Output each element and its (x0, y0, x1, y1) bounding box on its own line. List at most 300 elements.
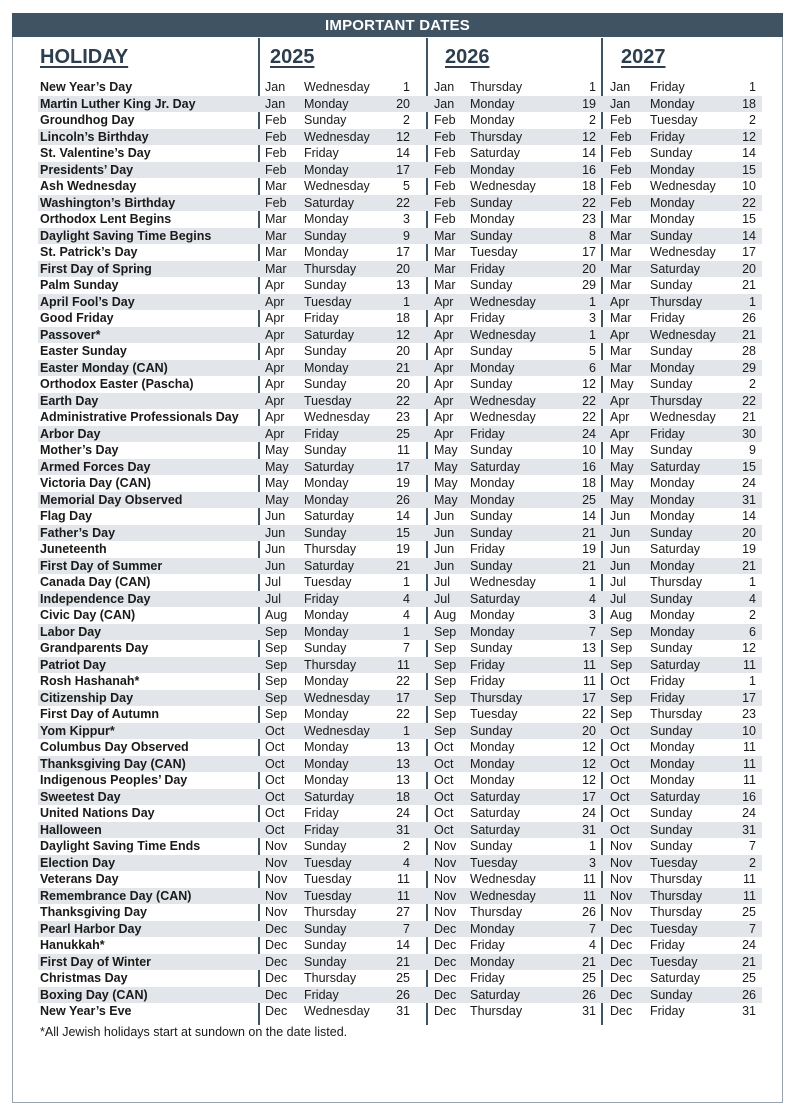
day-2025: 11 (397, 888, 410, 903)
weekday-2025: Thursday (304, 657, 357, 672)
month-2027: Jun (610, 509, 631, 523)
day-2027: 15 (742, 459, 756, 474)
month-2027: Oct (610, 674, 630, 688)
day-2026: 12 (582, 740, 596, 754)
day-2026: 21 (582, 954, 596, 969)
weekday-2027: Sunday (650, 278, 693, 292)
month-2025: Sep (265, 674, 288, 688)
holiday-name: First Day of Winter (40, 954, 152, 969)
month-2025: Nov (265, 872, 288, 886)
month-2026: Feb (434, 212, 456, 226)
weekday-2026: Friday (470, 426, 505, 441)
table-row (38, 822, 762, 839)
day-2027: 17 (742, 245, 756, 259)
day-2027: 9 (749, 443, 756, 457)
holiday-name: New Year’s Eve (40, 1004, 132, 1018)
holiday-name: Flag Day (40, 509, 93, 523)
day-2026: 8 (589, 228, 596, 243)
holiday-name: Thanksgiving Day (40, 905, 147, 919)
weekday-2025: Sunday (304, 938, 347, 952)
holiday-name: Patriot Day (40, 657, 106, 672)
holiday-name: Yom Kippur* (40, 723, 115, 738)
day-2025: 23 (396, 410, 410, 424)
table-row (38, 574, 762, 591)
day-2026: 20 (582, 723, 596, 738)
month-2026: May (434, 476, 458, 490)
month-2026: Sep (434, 723, 457, 738)
weekday-2025: Sunday (304, 641, 347, 655)
table-row (38, 228, 762, 245)
month-2027: May (610, 443, 634, 457)
year-2027-header: 2027 (621, 46, 666, 68)
holiday-name: Martin Luther King Jr. Day (40, 96, 196, 111)
month-2025: Apr (265, 377, 285, 391)
day-2025: 26 (396, 987, 410, 1002)
weekday-2027: Monday (650, 509, 695, 523)
day-2025: 12 (396, 129, 410, 144)
weekday-2027: Monday (650, 195, 695, 210)
month-2025: Jun (265, 558, 286, 573)
weekday-2025: Wednesday (304, 129, 370, 144)
day-2026: 19 (582, 542, 596, 556)
day-2027: 10 (742, 179, 756, 193)
table-row (38, 277, 762, 294)
month-2025: Apr (265, 393, 285, 408)
table-row (38, 310, 762, 327)
month-2027: Mar (610, 344, 632, 358)
weekday-2026: Friday (470, 657, 505, 672)
month-2027: Oct (610, 789, 630, 804)
day-2027: 2 (749, 377, 756, 391)
day-2025: 1 (403, 294, 410, 309)
day-2026: 14 (582, 509, 596, 523)
weekday-2026: Monday (470, 162, 515, 177)
month-2026: Apr (434, 327, 454, 342)
month-2027: Aug (610, 608, 633, 622)
weekday-2027: Thursday (650, 888, 703, 903)
day-2026: 2 (589, 113, 596, 127)
holiday-name: Good Friday (40, 311, 114, 325)
table-row (38, 459, 762, 476)
holiday-name: Easter Monday (CAN) (40, 360, 168, 375)
weekday-2027: Sunday (650, 641, 693, 655)
month-2025: Aug (265, 608, 288, 622)
table-row (38, 145, 762, 162)
weekday-2025: Monday (304, 608, 349, 622)
month-2026: Apr (434, 344, 454, 358)
month-2025: Mar (265, 228, 287, 243)
month-2027: Apr (610, 393, 630, 408)
day-2027: 20 (742, 525, 756, 540)
month-2027: Jun (610, 525, 631, 540)
day-2027: 11 (743, 773, 756, 787)
weekday-2027: Monday (650, 492, 695, 507)
weekday-2025: Saturday (304, 195, 355, 210)
day-2027: 11 (743, 756, 756, 771)
weekday-2026: Monday (470, 624, 515, 639)
month-2026: Dec (434, 1004, 457, 1018)
table-row (38, 673, 762, 690)
weekday-2026: Sunday (470, 377, 513, 391)
weekday-2025: Wednesday (304, 179, 370, 193)
day-2025: 25 (396, 971, 410, 985)
day-2025: 11 (397, 872, 410, 886)
holiday-name: New Year’s Day (40, 80, 133, 94)
day-2026: 1 (589, 80, 596, 94)
day-2025: 21 (396, 360, 410, 375)
weekday-2025: Wednesday (304, 410, 370, 424)
day-2025: 20 (396, 377, 410, 391)
month-2027: May (610, 377, 634, 391)
weekday-2027: Saturday (650, 261, 701, 276)
holiday-name: Presidents’ Day (40, 162, 134, 177)
holiday-name: Armed Forces Day (40, 459, 151, 474)
table-row (38, 475, 762, 492)
weekday-2026: Friday (470, 674, 505, 688)
month-2027: Oct (610, 773, 630, 787)
day-2027: 11 (743, 740, 756, 754)
month-2026: Mar (434, 261, 456, 276)
holiday-name: Memorial Day Observed (40, 492, 183, 507)
day-2026: 1 (589, 839, 596, 853)
month-2025: Dec (265, 1004, 288, 1018)
month-2025: Apr (265, 294, 285, 309)
weekday-2025: Monday (304, 740, 349, 754)
day-2026: 21 (582, 558, 596, 573)
holiday-name: Daylight Saving Time Ends (40, 839, 201, 853)
month-2027: Jan (610, 96, 631, 111)
table-row (38, 442, 762, 459)
day-2026: 7 (589, 921, 596, 936)
day-2025: 26 (396, 492, 410, 507)
day-2026: 24 (582, 426, 596, 441)
day-2027: 11 (743, 657, 756, 672)
weekday-2027: Sunday (650, 723, 693, 738)
day-2026: 25 (582, 492, 596, 507)
month-2025: Oct (265, 723, 285, 738)
weekday-2027: Wednesday (650, 327, 716, 342)
month-2027: Sep (610, 690, 633, 705)
weekday-2025: Friday (304, 311, 339, 325)
day-2025: 14 (396, 509, 410, 523)
month-2026: Aug (434, 608, 457, 622)
month-2025: Feb (265, 129, 287, 144)
day-2027: 14 (742, 228, 756, 243)
month-2025: Apr (265, 360, 285, 375)
day-2026: 22 (582, 410, 596, 424)
month-2027: Oct (610, 740, 630, 754)
month-2027: Nov (610, 905, 633, 919)
day-2025: 12 (396, 327, 410, 342)
day-2025: 2 (403, 839, 410, 853)
day-2026: 4 (589, 938, 596, 952)
weekday-2027: Sunday (650, 591, 693, 606)
month-2026: Mar (434, 245, 456, 259)
holiday-name: Grandparents Day (40, 641, 149, 655)
month-2025: Dec (265, 954, 288, 969)
table-row (38, 855, 762, 872)
table-row (38, 657, 762, 674)
table-row (38, 112, 762, 129)
month-2027: Jan (610, 80, 631, 94)
weekday-2026: Thursday (470, 905, 523, 919)
month-2026: Sep (434, 690, 457, 705)
weekday-2025: Saturday (304, 327, 355, 342)
month-2025: Dec (265, 921, 288, 936)
month-2027: Mar (610, 360, 632, 375)
month-2027: Oct (610, 723, 630, 738)
table-row (38, 987, 762, 1004)
weekday-2025: Sunday (304, 113, 347, 127)
month-2026: May (434, 443, 458, 457)
weekday-2026: Tuesday (470, 707, 518, 721)
weekday-2025: Tuesday (304, 872, 352, 886)
holiday-name: Mother’s Day (40, 443, 119, 457)
day-2025: 17 (396, 245, 410, 259)
day-2025: 20 (396, 261, 410, 276)
weekday-2026: Monday (470, 360, 515, 375)
month-2025: Jul (265, 591, 281, 606)
weekday-2025: Monday (304, 212, 349, 226)
weekday-2027: Monday (650, 608, 695, 622)
weekday-2025: Friday (304, 426, 339, 441)
month-2027: Oct (610, 756, 630, 771)
table-row (38, 376, 762, 393)
weekday-2025: Wednesday (304, 690, 370, 705)
month-2026: Jul (434, 591, 450, 606)
weekday-2027: Monday (650, 96, 695, 111)
day-2027: 23 (742, 707, 756, 721)
month-2026: Feb (434, 179, 456, 193)
month-2027: Mar (610, 228, 632, 243)
month-2025: Dec (265, 971, 288, 985)
weekday-2025: Sunday (304, 344, 347, 358)
month-2026: Jan (434, 96, 455, 111)
table-row (38, 360, 762, 377)
day-2026: 11 (583, 888, 596, 903)
weekday-2025: Sunday (304, 278, 347, 292)
table-row (38, 954, 762, 971)
table-row (38, 261, 762, 278)
weekday-2026: Wednesday (470, 327, 536, 342)
day-2026: 13 (582, 641, 596, 655)
day-2025: 19 (396, 542, 410, 556)
month-2027: Apr (610, 410, 630, 424)
footnote: *All Jewish holidays start at sundown on the date listed. (40, 1025, 348, 1039)
month-2026: Sep (434, 641, 457, 655)
holiday-name: St. Valentine’s Day (40, 146, 151, 160)
day-2026: 25 (582, 971, 596, 985)
weekday-2027: Thursday (650, 872, 703, 886)
month-2026: Oct (434, 773, 454, 787)
weekday-2026: Saturday (470, 146, 521, 160)
table-row (38, 492, 762, 509)
month-2026: Nov (434, 888, 457, 903)
weekday-2027: Wednesday (650, 410, 716, 424)
day-2025: 20 (396, 344, 410, 358)
weekday-2025: Monday (304, 96, 349, 111)
weekday-2025: Tuesday (304, 294, 352, 309)
weekday-2027: Sunday (650, 525, 693, 540)
holiday-name: Labor Day (40, 624, 102, 639)
weekday-2026: Friday (470, 938, 505, 952)
month-2027: Feb (610, 146, 632, 160)
month-2027: Sep (610, 657, 633, 672)
day-2025: 21 (396, 558, 410, 573)
weekday-2025: Wednesday (304, 80, 370, 94)
weekday-2025: Monday (304, 360, 349, 375)
month-2025: Feb (265, 113, 287, 127)
month-2025: Jun (265, 542, 286, 556)
weekday-2027: Monday (650, 162, 695, 177)
day-2026: 18 (582, 476, 596, 490)
day-2027: 26 (742, 311, 756, 325)
day-2027: 28 (742, 344, 756, 358)
month-2026: Apr (434, 311, 454, 325)
table-row (38, 723, 762, 740)
month-2026: Jan (434, 80, 455, 94)
day-2027: 1 (749, 674, 756, 688)
weekday-2026: Thursday (470, 690, 523, 705)
weekday-2026: Thursday (470, 1004, 523, 1018)
day-2027: 1 (749, 575, 756, 589)
table-row (38, 591, 762, 608)
day-2027: 31 (742, 1004, 756, 1018)
weekday-2027: Friday (650, 311, 685, 325)
day-2027: 1 (749, 294, 756, 309)
day-2025: 13 (396, 740, 410, 754)
weekday-2025: Thursday (304, 971, 357, 985)
holiday-name: Veterans Day (40, 872, 119, 886)
day-2025: 24 (396, 806, 410, 820)
month-2027: Nov (610, 872, 633, 886)
month-2025: Apr (265, 278, 285, 292)
table-row (38, 921, 762, 938)
month-2026: Feb (434, 162, 456, 177)
day-2026: 24 (582, 806, 596, 820)
day-2025: 22 (396, 674, 410, 688)
day-2026: 29 (582, 278, 596, 292)
month-2026: Oct (434, 822, 454, 837)
weekday-2026: Sunday (470, 195, 513, 210)
month-2025: Nov (265, 839, 288, 853)
month-2027: Apr (610, 294, 630, 309)
month-2026: Mar (434, 228, 456, 243)
day-2025: 3 (403, 212, 410, 226)
weekday-2027: Saturday (650, 542, 701, 556)
month-2027: Oct (610, 822, 630, 837)
day-2027: 25 (742, 971, 756, 985)
day-2025: 18 (396, 789, 410, 804)
month-2025: May (265, 492, 289, 507)
weekday-2027: Monday (650, 558, 695, 573)
day-2026: 22 (582, 393, 596, 408)
day-2027: 10 (742, 723, 756, 738)
day-2027: 2 (749, 855, 756, 870)
month-2026: Jun (434, 558, 455, 573)
holiday-name: Victoria Day (CAN) (40, 476, 151, 490)
month-2026: Oct (434, 740, 454, 754)
day-2026: 22 (582, 195, 596, 210)
day-2027: 31 (742, 492, 756, 507)
month-2026: May (434, 492, 458, 507)
month-2027: Sep (610, 641, 633, 655)
holiday-name: Remembrance Day (CAN) (40, 888, 192, 903)
holiday-name: Juneteenth (40, 542, 107, 556)
month-2026: Nov (434, 855, 457, 870)
day-2025: 21 (396, 954, 410, 969)
month-2027: Jul (610, 575, 626, 589)
weekday-2026: Tuesday (470, 855, 518, 870)
table-row (38, 871, 762, 888)
day-2026: 21 (582, 525, 596, 540)
weekday-2026: Monday (470, 740, 515, 754)
month-2025: Mar (265, 212, 287, 226)
month-2027: May (610, 459, 634, 474)
day-2025: 27 (396, 905, 410, 919)
weekday-2027: Monday (650, 756, 695, 771)
table-row (38, 96, 762, 113)
table-row (38, 937, 762, 954)
weekday-2026: Saturday (470, 591, 521, 606)
holiday-name: Christmas Day (40, 971, 128, 985)
day-2026: 11 (583, 657, 596, 672)
holiday-name: Indigenous Peoples’ Day (40, 773, 188, 787)
weekday-2025: Friday (304, 987, 339, 1002)
weekday-2027: Tuesday (650, 954, 698, 969)
month-2025: Oct (265, 740, 285, 754)
weekday-2027: Wednesday (650, 245, 716, 259)
day-2027: 21 (742, 327, 756, 342)
day-2025: 14 (396, 146, 410, 160)
month-2025: Sep (265, 641, 288, 655)
day-2025: 1 (403, 80, 410, 94)
month-2025: Feb (265, 195, 287, 210)
day-2026: 26 (582, 987, 596, 1002)
weekday-2027: Thursday (650, 707, 703, 721)
month-2025: Jan (265, 96, 286, 111)
table-row (38, 294, 762, 311)
day-2027: 18 (742, 96, 756, 111)
day-2025: 4 (403, 591, 410, 606)
table-row (38, 739, 762, 756)
holiday-name: First Day of Summer (40, 558, 163, 573)
weekday-2025: Friday (304, 591, 339, 606)
weekday-2027: Sunday (650, 987, 693, 1002)
month-2025: Nov (265, 855, 288, 870)
month-2025: Feb (265, 146, 287, 160)
day-2026: 3 (589, 855, 596, 870)
month-2027: Feb (610, 113, 632, 127)
month-2025: Jun (265, 509, 286, 523)
weekday-2026: Wednesday (470, 294, 536, 309)
holiday-column-header: HOLIDAY (40, 46, 129, 68)
day-2027: 14 (742, 146, 756, 160)
weekday-2027: Wednesday (650, 179, 716, 193)
day-2025: 1 (403, 624, 410, 639)
month-2027: Apr (610, 426, 630, 441)
table-row (38, 129, 762, 146)
weekday-2026: Sunday (470, 723, 513, 738)
weekday-2027: Monday (650, 476, 695, 490)
weekday-2027: Thursday (650, 393, 703, 408)
weekday-2025: Thursday (304, 542, 357, 556)
month-2025: Oct (265, 756, 285, 771)
month-2027: May (610, 476, 634, 490)
day-2025: 1 (403, 723, 410, 738)
month-2025: Apr (265, 410, 285, 424)
weekday-2025: Friday (304, 806, 339, 820)
